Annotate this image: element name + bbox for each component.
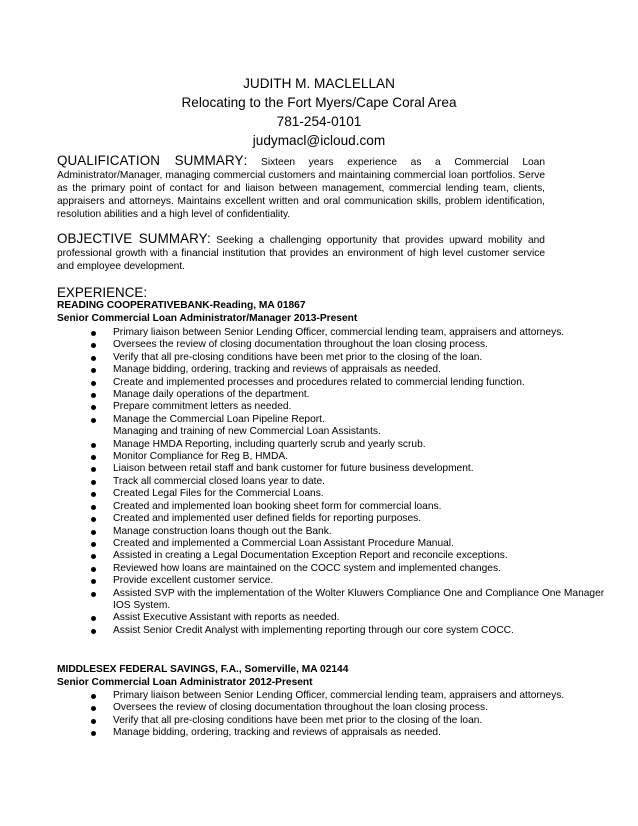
job-duties-list: [91, 690, 636, 740]
list-item: Created and implemented user defined fields for reporting purposes.: [91, 513, 636, 525]
bullet-icon: [91, 443, 96, 448]
bullet-icon: [91, 616, 96, 621]
list-item: Liaison between retail staff and bank customer for future business development.: [91, 463, 636, 475]
bullet-icon: [91, 343, 96, 348]
bullet-icon: [91, 694, 96, 699]
list-item: Manage construction loans though out the Bank.: [91, 526, 636, 538]
job-employer: MIDDLESEX FEDERAL SAVINGS, F.A., Somerville, MA 02144: [57, 664, 349, 675]
job-title: Senior Commercial Loan Administrator 2012-Present: [57, 676, 313, 688]
bullet-icon: [91, 629, 96, 634]
email-address: judymacl@icloud.com: [252, 133, 386, 148]
job-title: Senior Commercial Loan Administrator/Manager 2013-Present: [57, 312, 358, 324]
bullet-icon: [91, 418, 96, 423]
list-item-continuation: Managing and training of new Commercial Loan Assistants.: [113, 426, 381, 438]
list-item: Manage HMDA Reporting, including quarterly scrub and yearly scrub.: [91, 439, 636, 451]
qualification-text: Sixteen years experience as a Commercial Loan Administrator/Manager, managing commercial customers and maintaining commercial loan portfolios. Serve as the primary point of contact for and liaison between management, commercial lending team, clients, appraisers and attorneys. Maintains excellent written and oral communication skills, problem identification, resolution abilities and a high level of confidentiality.: [57, 157, 545, 220]
objective-text: Seeking a challenging opportunity that provides upward mobility and professional growth with a financial institution that provides an environment of high level customer service and employee development.: [57, 235, 545, 272]
resume-header: [0, 74, 638, 150]
bullet-icon: [91, 381, 96, 386]
list-item: Verify that all pre-closing conditions have been met prior to the closing of the loan.: [91, 715, 636, 727]
bullet-icon: [91, 719, 96, 724]
list-item: Provide excellent customer service.: [91, 575, 636, 587]
list-item: Assist Senior Credit Analyst with implementing reporting through our core system COCC.: [91, 625, 636, 637]
bullet-icon: [91, 530, 96, 535]
list-item: Prepare commitment letters as needed.: [91, 401, 636, 413]
qualification-summary: [57, 154, 545, 222]
list-item: Create and implemented processes and procedures related to commercial lending function.: [91, 377, 636, 389]
qualification-colon: :: [243, 152, 248, 168]
job-header: [57, 664, 577, 690]
bullet-icon: [91, 592, 96, 597]
objective-summary: [57, 233, 545, 274]
list-item: Monitor Compliance for Reg B, HMDA.: [91, 451, 636, 463]
bullet-icon: [91, 467, 96, 472]
objective-heading: OBJECTIVE SUMMARY:: [57, 231, 211, 246]
bullet-icon: [91, 405, 96, 410]
list-item: Track all commercial closed loans year to date.: [91, 476, 636, 488]
list-item: Manage the Commercial Loan Pipeline Report. Managing and training of new Commercial Loan Assistants.: [91, 414, 636, 439]
list-item: Created and implemented loan booking sheet form for commercial loans.: [91, 501, 636, 513]
list-item-continuation: IOS System.: [113, 599, 171, 611]
list-item: Assisted in creating a Legal Documentation Exception Report and reconcile exceptions.: [91, 550, 636, 562]
job-duties-list: [91, 327, 636, 637]
phone-number: 781-254-0101: [276, 114, 362, 129]
job-header: [57, 300, 577, 326]
list-item: Reviewed how loans are maintained on the COCC system and implemented changes.: [91, 563, 636, 575]
bullet-icon: [91, 492, 96, 497]
list-item: Assist Executive Assistant with reports as needed.: [91, 612, 636, 624]
list-item: Created and implemented a Commercial Loan Assistant Procedure Manual.: [91, 538, 636, 550]
bullet-icon: [91, 368, 96, 373]
relocation-line: Relocating to the Fort Myers/Cape Coral Area: [181, 95, 457, 110]
bullet-icon: [91, 455, 96, 460]
list-item: Manage bidding, ordering, tracking and reviews of appraisals as needed.: [91, 727, 636, 739]
bullet-icon: [91, 567, 96, 572]
list-item: Oversees the review of closing documentation throughout the loan closing process.: [91, 702, 636, 714]
bullet-icon: [91, 331, 96, 336]
list-item: Primary liaison between Senior Lending Officer, commercial lending team, appraisers and attorneys.: [91, 690, 636, 702]
bullet-icon: [91, 505, 96, 510]
bullet-icon: [91, 393, 96, 398]
list-item: Verify that all pre-closing conditions have been met prior to the closing of the loan.: [91, 352, 636, 364]
qualification-heading: QUALIFICATION SUMMARY: [57, 153, 244, 168]
list-item: Primary liaison between Senior Lending Officer, commercial lending team, appraisers and attorneys.: [91, 327, 636, 339]
bullet-icon: [91, 554, 96, 559]
job-employer: READING COOPERATIVEBANK-Reading, MA 01867: [57, 300, 306, 311]
bullet-icon: [91, 731, 96, 736]
bullet-icon: [91, 517, 96, 522]
bullet-icon: [91, 579, 96, 584]
list-item: Oversees the review of closing documentation throughout the loan closing process.: [91, 339, 636, 351]
bullet-icon: [91, 480, 96, 485]
list-item: Created Legal Files for the Commercial Loans.: [91, 488, 636, 500]
list-item: Assisted SVP with the implementation of the Wolter Kluwers Compliance One and Compliance One Manager IOS System.: [91, 588, 636, 613]
list-item: Manage daily operations of the department.: [91, 389, 636, 401]
experience-heading: EXPERIENCE:: [57, 285, 148, 300]
bullet-icon: [91, 542, 96, 547]
candidate-name: JUDITH M. MACLELLAN: [243, 76, 395, 91]
bullet-icon: [91, 706, 96, 711]
bullet-icon: [91, 356, 96, 361]
list-item: Manage bidding, ordering, tracking and reviews of appraisals as needed.: [91, 364, 636, 376]
